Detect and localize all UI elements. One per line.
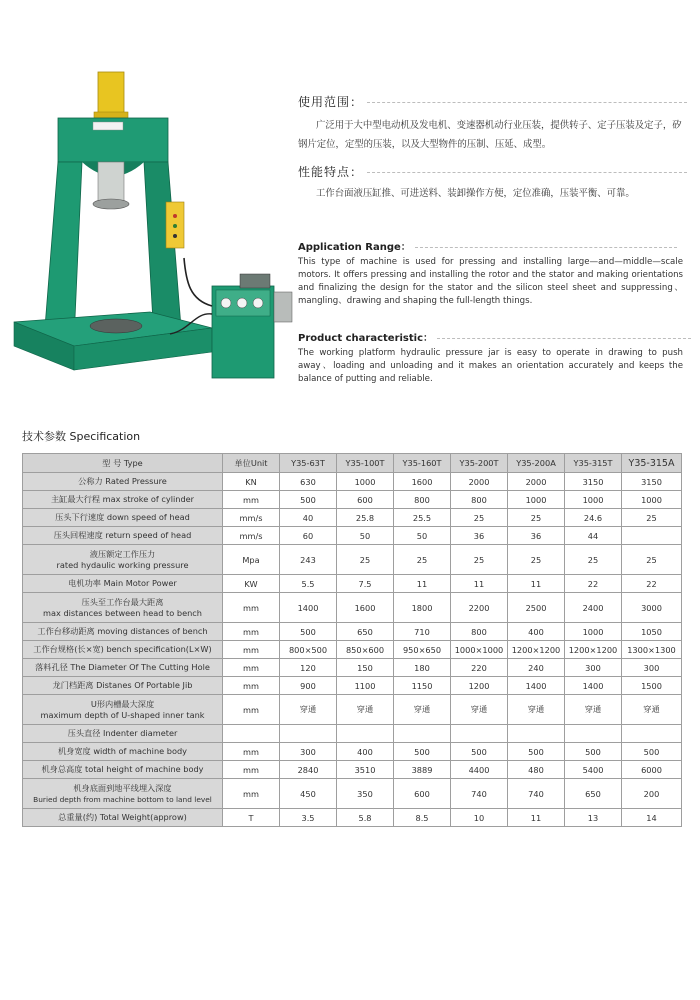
spec-value: 243 bbox=[280, 545, 337, 575]
characteristic-body: The working platform hydraulic pressure jar is easy to operate in drawing to push away、loading and unloading and it makes an orientation accurately and keeps the balance of putting and reliable. bbox=[298, 348, 683, 384]
spec-row-label bbox=[23, 743, 223, 761]
spec-label-line: 龙门档距离 Distanes Of Portable Jib bbox=[52, 680, 193, 690]
spec-value: 1600 bbox=[337, 593, 394, 623]
spec-value: 3150 bbox=[565, 473, 622, 491]
spec-value: 22 bbox=[565, 575, 622, 593]
spec-value: 800 bbox=[451, 623, 508, 641]
spec-value bbox=[394, 725, 451, 743]
spec-value: 400 bbox=[337, 743, 394, 761]
spec-row bbox=[23, 725, 682, 743]
spec-value: 650 bbox=[565, 779, 622, 809]
spec-row bbox=[23, 527, 682, 545]
spec-value: 穿通 bbox=[337, 695, 394, 725]
spec-value bbox=[622, 527, 682, 545]
spec-label-line: 压头至工作台最大距离 bbox=[81, 596, 164, 607]
spec-value: 3150 bbox=[622, 473, 682, 491]
spec-value: 1100 bbox=[337, 677, 394, 695]
spec-value bbox=[280, 725, 337, 743]
spec-value bbox=[451, 725, 508, 743]
spec-row bbox=[23, 509, 682, 527]
spec-value: 800×500 bbox=[280, 641, 337, 659]
spec-value: 25 bbox=[337, 545, 394, 575]
spec-row bbox=[23, 491, 682, 509]
spec-value: 500 bbox=[508, 743, 565, 761]
spec-value: 3.5 bbox=[280, 809, 337, 827]
spec-value: 600 bbox=[394, 779, 451, 809]
spec-value bbox=[565, 725, 622, 743]
spec-value: 1500 bbox=[622, 677, 682, 695]
spec-row bbox=[23, 575, 682, 593]
spec-value: 480 bbox=[508, 761, 565, 779]
spec-row bbox=[23, 593, 682, 623]
spec-row bbox=[23, 623, 682, 641]
spec-label-line: 公称力 Rated Pressure bbox=[78, 476, 167, 486]
spec-value: 200 bbox=[622, 779, 682, 809]
spec-value: 1150 bbox=[394, 677, 451, 695]
spec-value: 450 bbox=[280, 779, 337, 809]
spec-row bbox=[23, 677, 682, 695]
spec-header-row bbox=[23, 454, 682, 473]
spec-label-line: 压头直径 Indenter diameter bbox=[67, 728, 178, 738]
characteristic-title: Product characteristic： bbox=[298, 329, 691, 344]
spec-label-line: 总重量(约) Total Weight(approw) bbox=[58, 812, 187, 822]
spec-value: 650 bbox=[337, 623, 394, 641]
spec-value: 2840 bbox=[280, 761, 337, 779]
spec-label-line: 液压额定工作压力 bbox=[89, 548, 156, 559]
spec-value: 穿通 bbox=[622, 695, 682, 725]
spec-value: 1000 bbox=[508, 491, 565, 509]
spec-value: 1400 bbox=[565, 677, 622, 695]
spec-value: 25 bbox=[451, 545, 508, 575]
spec-value: 11 bbox=[508, 575, 565, 593]
spec-row-label bbox=[23, 473, 223, 491]
spec-value: 740 bbox=[451, 779, 508, 809]
spec-value: 11 bbox=[394, 575, 451, 593]
spec-row bbox=[23, 761, 682, 779]
spec-value: 2400 bbox=[565, 593, 622, 623]
spec-unit: mm bbox=[223, 677, 280, 695]
spec-unit: mm bbox=[223, 641, 280, 659]
spec-unit: mm bbox=[223, 593, 280, 623]
spec-label-line: 压头回程速度 return speed of head bbox=[53, 530, 192, 540]
spec-value: 穿通 bbox=[394, 695, 451, 725]
spec-value: 950×650 bbox=[394, 641, 451, 659]
spec-value: 1600 bbox=[394, 473, 451, 491]
left-column bbox=[44, 162, 82, 340]
spec-row-label bbox=[23, 695, 223, 725]
hydraulic-press-illustration bbox=[0, 60, 300, 400]
spec-value: 1200×1200 bbox=[565, 641, 622, 659]
spec-row-label bbox=[23, 593, 223, 623]
spec-value: 900 bbox=[280, 677, 337, 695]
usage-body: 广泛用于大中型电动机及发电机、变速器机动行业压装，提供转子、定子压装及定子，矽钢片定位，定型的压装，以及大型物件的压制、压延、成型。 bbox=[298, 120, 682, 150]
spec-value: 25 bbox=[508, 509, 565, 527]
spec-title: 技术参数 Specification bbox=[22, 430, 141, 443]
spec-row-label bbox=[23, 527, 223, 545]
spec-unit: KW bbox=[223, 575, 280, 593]
spec-unit: mm bbox=[223, 761, 280, 779]
spec-unit: mm bbox=[223, 491, 280, 509]
spec-value: 1050 bbox=[622, 623, 682, 641]
spec-row-label bbox=[23, 545, 223, 575]
spec-value: 400 bbox=[508, 623, 565, 641]
spec-value: 11 bbox=[508, 809, 565, 827]
spec-unit: mm bbox=[223, 659, 280, 677]
spec-value: 220 bbox=[451, 659, 508, 677]
usage-title: 使用范围： bbox=[298, 93, 687, 110]
spec-value: 50 bbox=[337, 527, 394, 545]
spec-value: 穿通 bbox=[451, 695, 508, 725]
spec-value bbox=[337, 725, 394, 743]
spec-row-label bbox=[23, 809, 223, 827]
spec-value: 2200 bbox=[451, 593, 508, 623]
spec-value: 25 bbox=[622, 509, 682, 527]
features-body: 工作台面液压缸推、可进送料、装卸操作方便，定位准确，压装平衡、可靠。 bbox=[316, 188, 635, 199]
spec-label-line: 电机功率 Main Motor Power bbox=[68, 578, 177, 588]
application-body: This type of machine is used for pressing and installing large—and—middle—scale motors. It offers pressing and installing the rotor and the stator and making orientations and finalizing the design for the stator and the silicon steel sheet and suppressing、mangling、drawing and shaping the full-length things. bbox=[298, 257, 683, 306]
spec-value: 500 bbox=[394, 743, 451, 761]
spec-value: 500 bbox=[565, 743, 622, 761]
spec-value bbox=[508, 725, 565, 743]
spec-label-line: 工作台移动距离 moving distances of bench bbox=[37, 626, 208, 636]
spec-value: 350 bbox=[337, 779, 394, 809]
spec-value: 3889 bbox=[394, 761, 451, 779]
spec-value: 60 bbox=[280, 527, 337, 545]
header-model: Y35-63T bbox=[280, 454, 337, 473]
spec-value: 1000 bbox=[565, 491, 622, 509]
spec-value: 740 bbox=[508, 779, 565, 809]
spec-row-label bbox=[23, 677, 223, 695]
spec-value: 44 bbox=[565, 527, 622, 545]
spec-row-label bbox=[23, 491, 223, 509]
cylinder-top bbox=[98, 72, 124, 114]
spec-unit: mm bbox=[223, 623, 280, 641]
spec-row-label bbox=[23, 725, 223, 743]
spec-value: 11 bbox=[451, 575, 508, 593]
spec-unit: mm bbox=[223, 743, 280, 761]
spec-unit: mm bbox=[223, 695, 280, 725]
spec-value: 25.8 bbox=[337, 509, 394, 527]
spec-value: 500 bbox=[622, 743, 682, 761]
spec-value: 25 bbox=[508, 545, 565, 575]
spec-value: 10 bbox=[451, 809, 508, 827]
spec-value: 500 bbox=[451, 743, 508, 761]
spec-label-line-en: maximum depth of U-shaped inner tank bbox=[40, 709, 205, 720]
spec-value: 50 bbox=[394, 527, 451, 545]
spec-value: 穿通 bbox=[280, 695, 337, 725]
spec-value: 8.5 bbox=[394, 809, 451, 827]
header-unit: 单位Unit bbox=[223, 454, 280, 473]
spec-value: 25 bbox=[451, 509, 508, 527]
spec-label-line-en: Buried depth from machine bottom to land level bbox=[33, 794, 212, 804]
spec-value: 25 bbox=[394, 545, 451, 575]
spec-row bbox=[23, 743, 682, 761]
spec-value: 7.5 bbox=[337, 575, 394, 593]
spec-row-label bbox=[23, 659, 223, 677]
spec-value: 22 bbox=[622, 575, 682, 593]
spec-row bbox=[23, 659, 682, 677]
spec-value: 6000 bbox=[622, 761, 682, 779]
spec-unit: mm bbox=[223, 779, 280, 809]
spec-value bbox=[622, 725, 682, 743]
spec-table bbox=[22, 453, 682, 827]
application-title: Application Range： bbox=[298, 238, 677, 253]
spec-value: 穿通 bbox=[565, 695, 622, 725]
spec-value: 1000 bbox=[565, 623, 622, 641]
spec-value: 4400 bbox=[451, 761, 508, 779]
spec-row-label bbox=[23, 779, 223, 809]
header-model: Y35-315T bbox=[565, 454, 622, 473]
spec-value: 300 bbox=[280, 743, 337, 761]
spec-value: 1000 bbox=[337, 473, 394, 491]
spec-label-line: 落料孔径 The Diameter Of The Cutting Hole bbox=[35, 662, 210, 672]
spec-row-label bbox=[23, 761, 223, 779]
spec-value: 300 bbox=[622, 659, 682, 677]
spec-value: 25.5 bbox=[394, 509, 451, 527]
spec-value: 2500 bbox=[508, 593, 565, 623]
spec-value: 1200 bbox=[451, 677, 508, 695]
spec-unit: mm/s bbox=[223, 509, 280, 527]
spec-value: 710 bbox=[394, 623, 451, 641]
spec-value: 1000 bbox=[622, 491, 682, 509]
spec-unit: KN bbox=[223, 473, 280, 491]
spec-row bbox=[23, 779, 682, 809]
spec-value: 1400 bbox=[508, 677, 565, 695]
spec-unit: Mpa bbox=[223, 545, 280, 575]
spec-value: 1000×1000 bbox=[451, 641, 508, 659]
spec-value: 500 bbox=[280, 623, 337, 641]
spec-value: 180 bbox=[394, 659, 451, 677]
spec-value: 800 bbox=[451, 491, 508, 509]
spec-value: 40 bbox=[280, 509, 337, 527]
header-model: Y35-160T bbox=[394, 454, 451, 473]
spec-value: 150 bbox=[337, 659, 394, 677]
spec-label-line: U形内槽最大深度 bbox=[90, 698, 155, 709]
spec-value: 600 bbox=[337, 491, 394, 509]
spec-value: 800 bbox=[394, 491, 451, 509]
spec-value: 2000 bbox=[451, 473, 508, 491]
spec-value: 240 bbox=[508, 659, 565, 677]
spec-value: 120 bbox=[280, 659, 337, 677]
header-model: Y35-100T bbox=[337, 454, 394, 473]
spec-row bbox=[23, 809, 682, 827]
spec-value: 500 bbox=[280, 491, 337, 509]
spec-row bbox=[23, 695, 682, 725]
press-head bbox=[98, 162, 124, 202]
features-title: 性能特点： bbox=[298, 163, 687, 180]
spec-value: 1200×1200 bbox=[508, 641, 565, 659]
spec-value: 14 bbox=[622, 809, 682, 827]
spec-value: 36 bbox=[451, 527, 508, 545]
spec-row-label bbox=[23, 623, 223, 641]
header-type: 型 号 Type bbox=[23, 454, 223, 473]
spec-label-line: 机身总高度 total height of machine body bbox=[41, 764, 204, 774]
spec-value: 3000 bbox=[622, 593, 682, 623]
header-model: Y35-200T bbox=[451, 454, 508, 473]
spec-unit: T bbox=[223, 809, 280, 827]
spec-value: 36 bbox=[508, 527, 565, 545]
spec-row bbox=[23, 545, 682, 575]
header-model: Y35-315A bbox=[622, 454, 682, 473]
spec-value: 25 bbox=[565, 545, 622, 575]
spec-value: 3510 bbox=[337, 761, 394, 779]
spec-unit: mm/s bbox=[223, 527, 280, 545]
spec-value: 25 bbox=[622, 545, 682, 575]
spec-label-line: 压头下行速度 down speed of head bbox=[55, 512, 190, 522]
spec-value: 13 bbox=[565, 809, 622, 827]
spec-value: 5400 bbox=[565, 761, 622, 779]
spec-value: 630 bbox=[280, 473, 337, 491]
spec-row bbox=[23, 641, 682, 659]
spec-value: 5.5 bbox=[280, 575, 337, 593]
spec-value: 24.6 bbox=[565, 509, 622, 527]
spec-label-line-en: max distances between head to bench bbox=[43, 607, 202, 618]
spec-row-label bbox=[23, 509, 223, 527]
spec-value: 300 bbox=[565, 659, 622, 677]
spec-value: 1400 bbox=[280, 593, 337, 623]
spec-value: 850×600 bbox=[337, 641, 394, 659]
spec-row-label bbox=[23, 575, 223, 593]
spec-value: 1800 bbox=[394, 593, 451, 623]
spec-label-line-en: rated hydaulic working pressure bbox=[56, 559, 189, 570]
spec-row bbox=[23, 473, 682, 491]
spec-value: 1300×1300 bbox=[622, 641, 682, 659]
spec-value: 穿通 bbox=[508, 695, 565, 725]
spec-label-line: 工作台规格(长×宽) bench specification(L×W) bbox=[33, 644, 212, 654]
spec-label-line: 机身宽度 width of machine body bbox=[57, 746, 188, 756]
spec-label-line: 机身底面到地平线埋入深度 bbox=[73, 782, 172, 793]
header-model: Y35-200A bbox=[508, 454, 565, 473]
spec-row-label bbox=[23, 641, 223, 659]
spec-value: 5.8 bbox=[337, 809, 394, 827]
spec-label-line: 主缸最大行程 max stroke of cylinder bbox=[50, 494, 195, 504]
spec-unit bbox=[223, 725, 280, 743]
spec-value: 2000 bbox=[508, 473, 565, 491]
